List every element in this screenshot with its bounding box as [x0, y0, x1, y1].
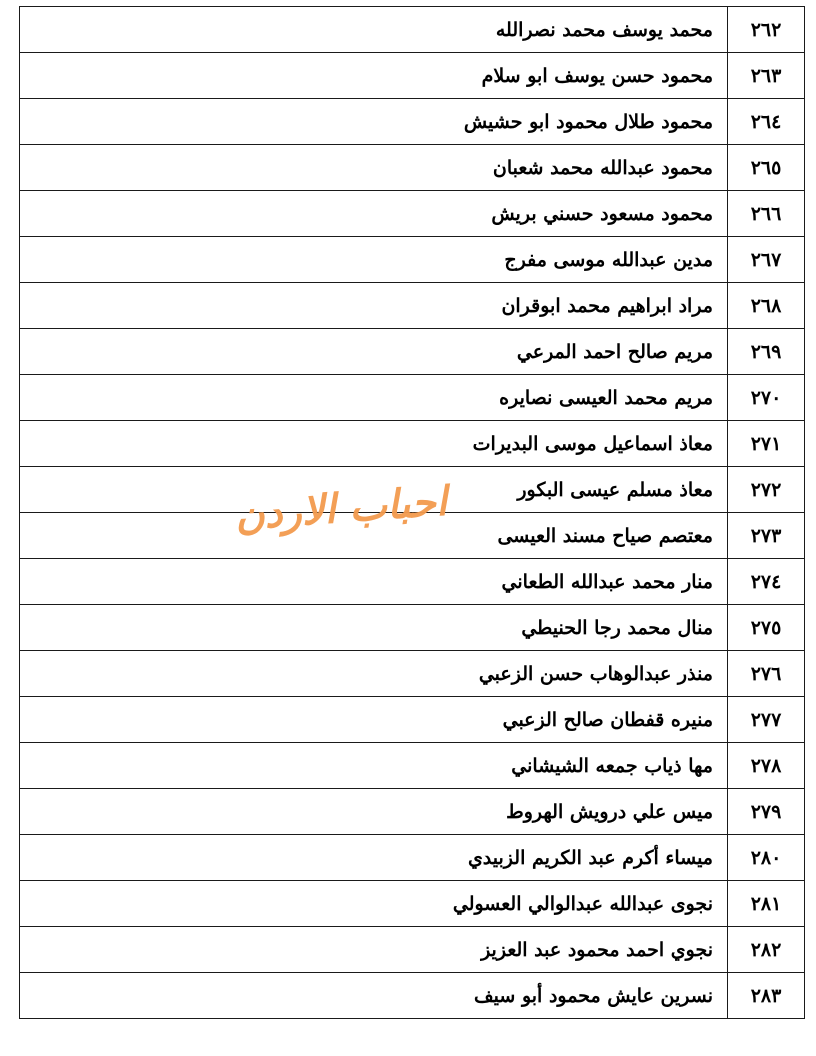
row-number: ٢٧٤	[728, 559, 805, 605]
row-number: ٢٦٢	[728, 7, 805, 53]
row-number: ٢٧٣	[728, 513, 805, 559]
table-row	[20, 145, 805, 191]
row-number: ٢٨٠	[728, 835, 805, 881]
person-name: نسرين عايش محمود أبو سيف	[20, 973, 728, 1019]
table-body	[20, 7, 805, 1019]
row-number: ٢٨٢	[728, 927, 805, 973]
row-number: ٢٧٩	[728, 789, 805, 835]
table-row	[20, 237, 805, 283]
person-name: منال محمد رجا الحنيطي	[20, 605, 728, 651]
person-name: معاذ مسلم عيسى البكور	[20, 467, 728, 513]
table-row	[20, 605, 805, 651]
row-number: ٢٦٥	[728, 145, 805, 191]
table-row	[20, 99, 805, 145]
row-number: ٢٨١	[728, 881, 805, 927]
table-row	[20, 973, 805, 1019]
row-number: ٢٧٨	[728, 743, 805, 789]
table-row	[20, 789, 805, 835]
row-number: ٢٧٦	[728, 651, 805, 697]
table-row	[20, 697, 805, 743]
row-number: ٢٧٠	[728, 375, 805, 421]
table-row	[20, 881, 805, 927]
person-name: معاذ اسماعيل موسى البديرات	[20, 421, 728, 467]
table-row	[20, 927, 805, 973]
person-name: منذر عبدالوهاب حسن الزعبي	[20, 651, 728, 697]
table-row	[20, 513, 805, 559]
person-name: مريم صالح احمد المرعي	[20, 329, 728, 375]
watermark-text: احباب الاردن	[233, 478, 449, 540]
row-number: ٢٦٧	[728, 237, 805, 283]
person-name: منيره قفطان صالح الزعبي	[20, 697, 728, 743]
person-name: معتصم صياح مسند العيسى	[20, 513, 728, 559]
row-number: ٢٦٣	[728, 53, 805, 99]
table-row	[20, 191, 805, 237]
person-name: محمود عبدالله محمد شعبان	[20, 145, 728, 191]
person-name: محمد يوسف محمد نصرالله	[20, 7, 728, 53]
table-row	[20, 329, 805, 375]
table-row	[20, 743, 805, 789]
row-number: ٢٦٨	[728, 283, 805, 329]
table-row	[20, 835, 805, 881]
person-name: ميس علي درويش الهروط	[20, 789, 728, 835]
person-name: مراد ابراهيم محمد ابوقران	[20, 283, 728, 329]
row-number: ٢٦٤	[728, 99, 805, 145]
person-name: نجوى عبدالله عبدالوالي العسولي	[20, 881, 728, 927]
table-row	[20, 651, 805, 697]
row-number: ٢٧٧	[728, 697, 805, 743]
row-number: ٢٧٢	[728, 467, 805, 513]
table-row	[20, 53, 805, 99]
table-row	[20, 375, 805, 421]
table-row	[20, 283, 805, 329]
person-name: مدين عبدالله موسى مفرج	[20, 237, 728, 283]
person-name: مريم محمد العيسى نصايره	[20, 375, 728, 421]
row-number: ٢٦٦	[728, 191, 805, 237]
person-name: ميساء أكرم عبد الكريم الزبيدي	[20, 835, 728, 881]
person-name: محمود طلال محمود ابو حشيش	[20, 99, 728, 145]
person-name: محمود حسن يوسف ابو سلام	[20, 53, 728, 99]
person-name: منار محمد عبدالله الطعاني	[20, 559, 728, 605]
row-number: ٢٦٩	[728, 329, 805, 375]
table-row	[20, 7, 805, 53]
row-number: ٢٧٥	[728, 605, 805, 651]
table-row	[20, 559, 805, 605]
person-name: نجوي احمد محمود عبد العزيز	[20, 927, 728, 973]
names-table	[19, 6, 805, 1019]
person-name: محمود مسعود حسني بريش	[20, 191, 728, 237]
row-number: ٢٨٣	[728, 973, 805, 1019]
table-row	[20, 467, 805, 513]
row-number: ٢٧١	[728, 421, 805, 467]
table-row	[20, 421, 805, 467]
person-name: مها ذياب جمعه الشيشاني	[20, 743, 728, 789]
